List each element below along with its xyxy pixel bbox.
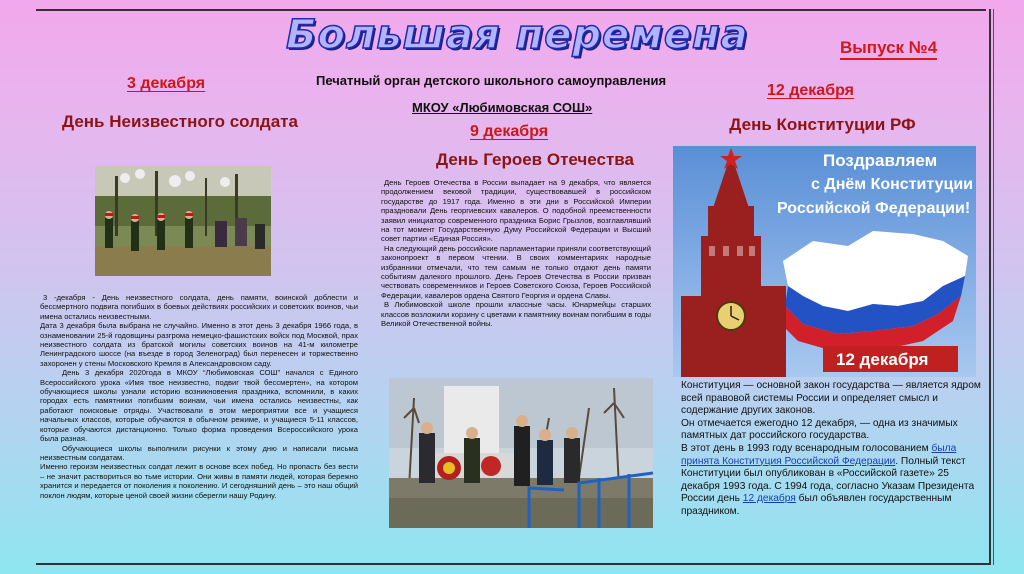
heading-unknown-soldier: День Неизвестного солдата — [62, 112, 298, 131]
heading-heroes-day: День Героев Отечества — [436, 150, 634, 169]
poster-greeting-line2: с Днём Конституции — [811, 176, 973, 193]
newspaper-title: Большая перемена — [286, 12, 749, 58]
constitution-day-poster — [673, 146, 976, 377]
article-paragraph — [681, 443, 981, 519]
school-name: МКОУ «Любимовская СОШ» — [412, 100, 593, 115]
article-paragraph: Обучающиеся школы выполнили рисунки к этому дню и написали письма неизвестным солдатам. — [40, 443, 358, 462]
constitution-adopted-link[interactable]: была принята Конституция Российской Федерации — [681, 442, 957, 467]
article-constitution — [681, 380, 981, 519]
poster-date: 12 декабря — [836, 350, 929, 369]
newspaper-subtitle: Печатный орган детского школьного самоуправления — [316, 73, 667, 88]
heading-constitution-day: День Конституции РФ — [729, 115, 916, 134]
article-paragraph: Именно героизм неизвестных солдат лежит в основе всех побед. Но пропасть без вести – не значит раствориться во тьме истории. Они живы в памяти людей, которая бережно хранится и передается от поколения к поколению. И сегодняшний день – это наш общий поклон людям, которые ценой своей жизни сберегли нашу Родину. — [40, 462, 358, 500]
article-paragraph: На следующий день российские парламентарии приняли соответствующий законопроект в первом чтении. В своих комментариях народные избранники отмечали, что тем самым не только отдают день памяти событиям далекого прошлого. День Героев Отечества в России призван чествовать современников и Героев Советского Союза, Героев Российской Федерации, кавалеров ордена Святого Георгия и ордена Славы. — [381, 243, 652, 300]
article-text: был объявлен государственным праздником. — [681, 493, 952, 517]
poster-greeting-line1: Поздравляем — [823, 151, 938, 170]
poster-greeting-line3: Российской Федерации! — [777, 200, 971, 217]
frame-right-line — [989, 9, 991, 565]
article-paragraph: Конституция — основной закон государства — является ядром всей правовой системы России и определяет смысл и содержание других законов. — [681, 380, 981, 417]
date-dec-12: 12 декабря — [767, 82, 854, 99]
article-paragraph: Он отмечается ежегодно 12 декабря, — одна из значимых памятных дат российского государства. — [681, 417, 958, 442]
frame-bottom-line — [36, 563, 991, 565]
article-paragraph: В Любимовской школе прошли классные часы. Юнармейцы старших классов возложили корзину с цветами к памятнику воинам погибшим в годы Великой Отечественной войны. — [381, 300, 651, 329]
article-paragraph: 3 -декабря - День неизвестного солдата, день памяти, воинской доблести и бессмертного подвига погибших в боевых действиях российских и советских воинов, чьи имена остались неизвестными. — [40, 293, 358, 321]
article-text: В этот день в 1993 году всенародным голосованием — [681, 442, 932, 454]
date-dec-3: 3 декабря — [127, 75, 206, 92]
article-paragraph: День 3 декабря 2020года в МКОУ “Любимовская СОШ” начался с Единого Всероссийского урока «Имя твое неизвестно, подвиг твой бессмертен», на котором обучающиеся школы узнали историю возникновения праздника, вспомнили, в каких городах есть памятники погибшим воинам, чьи имена остались неизвестны, как работают поисковые отряды. Участвовали в этом мероприятии все и учащиеся начальных классов, которые обучаются в обычном режиме, и учащиеся 5-11 классов, которые обучаются дистанционно. Только форма проведения Всероссийского урока была разная. — [40, 368, 358, 444]
photo-unknown-soldier-ceremony — [95, 166, 271, 276]
frame-right-line-inner — [993, 9, 994, 565]
frame-top-line — [36, 9, 986, 11]
article-heroes-day — [381, 178, 651, 329]
article-paragraph: Дата 3 декабря была выбрана не случайно. Именно в этот день 3 декабря 1966 года, в ознаменовании 25-й годовщины разгрома немецко-фашистских войск под Москвой, прах неизвестного солдата из братской могилы советских воинов на 41-м километре Ленинградского шоссе (на въезде в город Зеленоград) был перенесен и торжественно захоронен у стены Московского Кремля в Александровском саду. — [40, 321, 358, 368]
photo-monument-wreath — [389, 378, 653, 528]
issue-number: Выпуск №4 — [840, 38, 937, 60]
article-unknown-soldier — [40, 293, 358, 500]
date-dec-9: 9 декабря — [470, 123, 549, 140]
article-paragraph: День Героев Отечества в России выпадает на 9 декабря, что является продолжением вековой традиции, существовавшей в российском государстве до 1917 года. Именно в эти дни в Российской Империи праздновали День георгиевских кавалеров. О подобной преемственности заявил инициатор современного праздника Борис Грызлов, возглавлявший на тот момент Государственную Думу Российской Федерации и Высший совет партии «Единая Россия». — [381, 178, 651, 244]
article-text: . Полный текст Конституции был опубликован в «Российской газете» 25 декабря 1993 года. С 1994 года, согласно Указам Президента России день — [681, 455, 975, 505]
dec-12-link[interactable]: 12 декабря — [742, 493, 796, 505]
